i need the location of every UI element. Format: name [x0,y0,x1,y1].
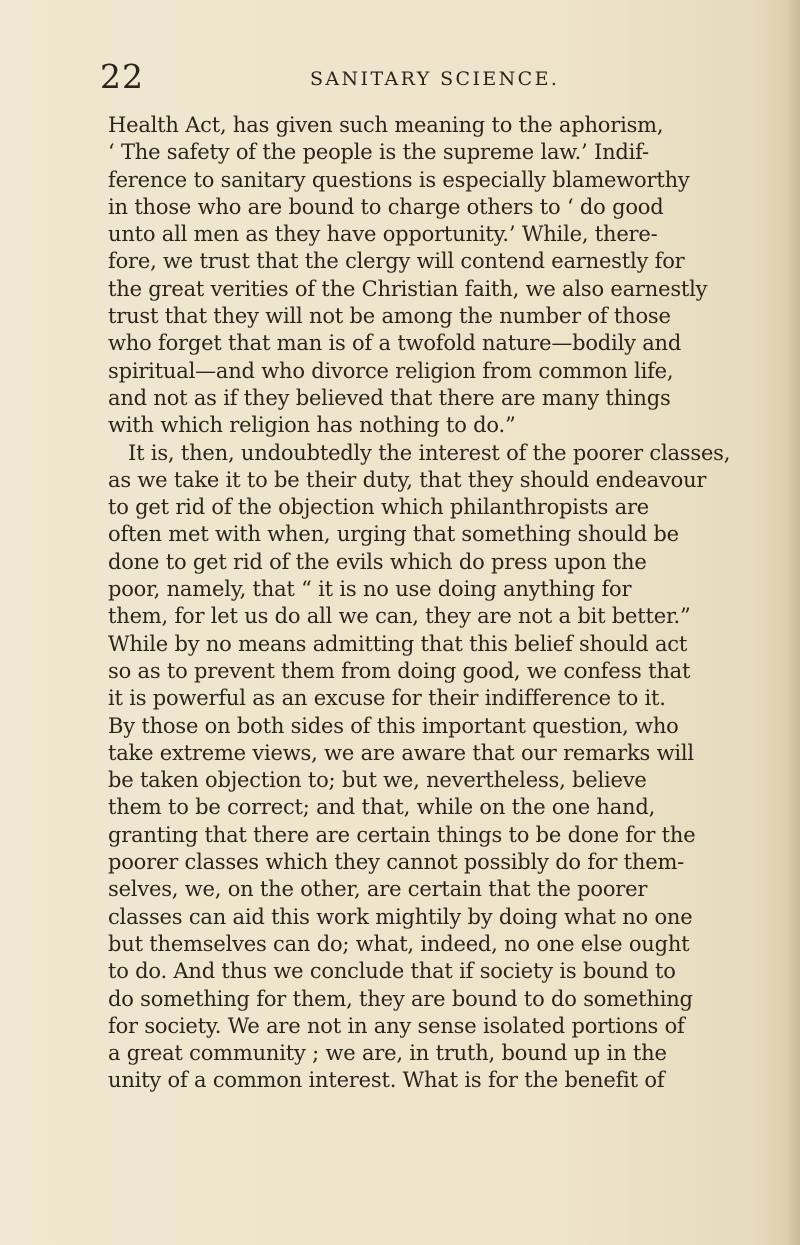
text-line: unity of a common interest. What is for the benefit of [108,1068,665,1093]
text-line: ference to sanitary questions is especially blameworthy [108,167,690,192]
text-line: the great verities of the Christian faith, we also earnestly [108,276,708,301]
text-line: them, for let us do all we can, they are not a bit better.” [108,604,691,629]
text-line: Health Act, has given such meaning to the aphorism, [108,113,664,137]
text-line: While by no means admitting that this belief should act [108,631,688,656]
text-line: do something for them, they are bound to do something [108,986,693,1011]
text-line: often met with when, urging that something should be [108,522,679,547]
page-number: 22 [100,57,144,96]
text-line: selves, we, on the other, are certain that the poorer [108,877,648,902]
text-line: poor, namely, that “ it is no use doing anything for [108,577,632,602]
body-text [108,112,796,1095]
text-line: in those who are bound to charge others to ‘ do good [108,194,664,219]
text-line: who forget that man is of a twofold nature—bodily and [108,331,682,356]
text-line: fore, we trust that the clergy will contend earnestly for [108,249,685,274]
text-line: be taken objection to; but we, nevertheless, believe [108,768,647,793]
text-line: classes can aid this work mightily by doing what no one [108,904,693,929]
text-line: take extreme views, we are aware that our remarks will [108,740,694,765]
text-line: unto all men as they have opportunity.’ While, there- [108,222,658,247]
text-line: so as to prevent them from doing good, we confess that [108,658,691,683]
text-line: for society. We are not in any sense isolated portions of [108,1013,685,1038]
text-line: By those on both sides of this important question, who [108,713,679,738]
text-line: but themselves can do; what, indeed, no one else ought [108,931,690,956]
text-line: with which religion has nothing to do.” [108,413,516,438]
paragraph-start-line: It is, then, undoubtedly the interest of the poorer classes, [128,440,731,465]
text-line: as we take it to be their duty, that they should endeavour [108,467,707,492]
text-line: to get rid of the objection which philanthropists are [108,495,650,520]
text-line: and not as if they believed that there are many things [108,385,671,410]
running-head: SANITARY SCIENCE. [310,68,560,90]
text-line: to do. And thus we conclude that if society is bound to [108,959,676,984]
text-line: granting that there are certain things to be done for the [108,822,696,847]
text-line: ‘ The safety of the people is the supreme law.’ Indif- [108,140,649,165]
text-line: it is powerful as an excuse for their indifference to it. [108,686,666,711]
text-line: trust that they will not be among the number of those [108,304,671,329]
text-line: spiritual—and who divorce religion from common life, [108,358,674,383]
page-header [0,58,800,98]
text-line: poorer classes which they cannot possibly do for them- [108,850,685,875]
text-line: a great community ; we are, in truth, bound up in the [108,1041,667,1066]
text-line: them to be correct; and that, while on the one hand, [108,795,656,820]
text-line: done to get rid of the evils which do press upon the [108,549,647,574]
